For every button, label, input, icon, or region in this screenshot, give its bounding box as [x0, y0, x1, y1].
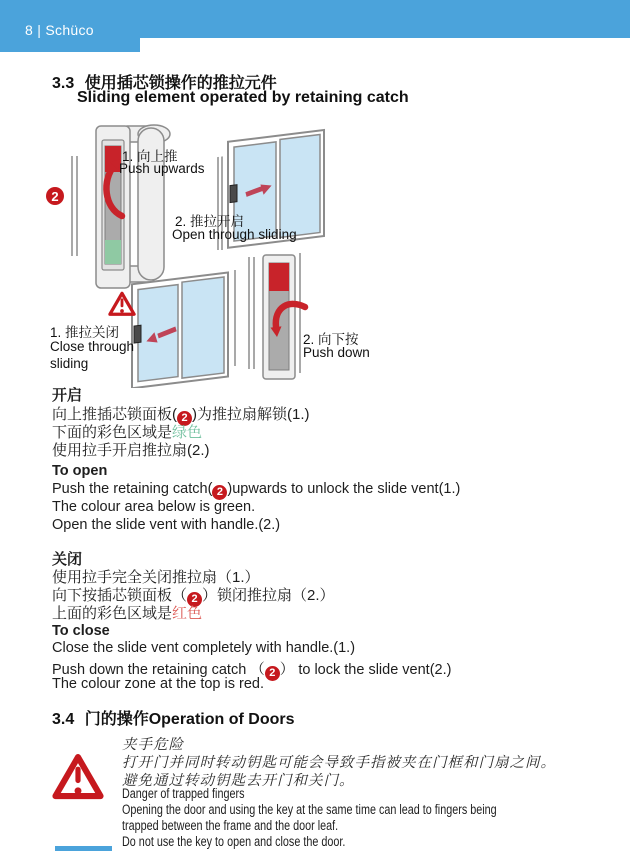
circled-2-icon: 2 [187, 592, 202, 607]
open-step1-label-en: Push upwards [119, 161, 205, 176]
door-handle [134, 325, 141, 343]
close-step2-label-en: Push down [303, 345, 370, 360]
text: 向下按插芯锁面板（ [52, 587, 188, 604]
section-33-title-en: Sliding element operated by retaining catch [77, 89, 409, 106]
section-33-number: 3.3 [52, 75, 75, 92]
red-word: 红色 [172, 605, 203, 622]
header-bar [0, 0, 630, 38]
text: Push down the retaining catch （ [52, 662, 265, 678]
close-en-heading: To close [52, 623, 110, 639]
page-brand-label: 8 | Schüco [25, 22, 94, 38]
section-34-title: 门的操作Operation of Doors [84, 711, 295, 728]
close-step1-label-en2: sliding [50, 356, 89, 371]
text: 下面的彩色区域是 [52, 424, 173, 441]
close-step1-label-zh: 1. 推拉关闭 [50, 325, 120, 340]
circled-2-icon: 2 [177, 411, 192, 426]
open-step2-label-en: Open through sliding [172, 227, 297, 242]
text: ） to lock the slide vent(2.) [279, 662, 452, 678]
fixed-pane [280, 134, 320, 237]
warning-triangle-icon [108, 291, 136, 317]
close-zh-line1: 使用拉手完全关闭推拉扇（1.） [52, 569, 260, 586]
warning-en-line2: Opening the door and using the key at the same time can lead to fingers being [122, 802, 497, 817]
warning-en-line3: trapped between the frame and the door leaf. [122, 818, 339, 833]
open-en-line2: The colour area below is green. [52, 499, 256, 515]
open-zh-heading: 开启 [52, 387, 83, 404]
warning-zh-line2: 打开门并同时转动钥匙可能会导致手指被夹在门框和门扇之间。 [122, 755, 556, 771]
warning-zh-line3: 避免通过转动钥匙去开门和关门。 [122, 773, 355, 789]
warning-zh-line1: 夹手危险 [122, 737, 184, 753]
warning-en-line1: Danger of trapped fingers [122, 786, 245, 801]
text: )upwards to unlock the slide vent(1.) [227, 481, 461, 497]
section-34-number: 3.4 [52, 711, 75, 728]
text: Push the retaining catch( [52, 481, 213, 497]
sliding-door-close-diagram [118, 248, 253, 388]
close-zh-heading: 关闭 [52, 551, 83, 568]
text: ）锁闭推拉扇（2.） [202, 587, 335, 604]
circled-2-icon: 2 [265, 666, 280, 681]
open-en-line1 [52, 481, 460, 500]
section-33-title-zh: 使用插芯锁操作的推拉元件 [84, 75, 277, 92]
header-tab [0, 38, 140, 52]
open-en-line3: Open the slide vent with handle.(2.) [52, 517, 281, 533]
open-zh-line3: 使用拉手开启推拉扇(2.) [52, 442, 210, 459]
catch-closeup-diagram [243, 251, 358, 383]
circled-2-icon: 2 [212, 485, 227, 500]
warning-triangle-icon [52, 752, 104, 802]
open-step1-label-zh: 1. 向上推 [122, 149, 178, 164]
close-en-line1: Close the slide vent completely with handle.(1.) [52, 640, 356, 656]
close-en-line3: The colour zone at the top is red. [52, 676, 264, 692]
red-zone [269, 263, 289, 291]
warning-en-line4: Do not use the key to open and close the door. [122, 834, 346, 849]
green-word: 绿色 [172, 424, 203, 441]
close-zh-line3 [52, 602, 202, 623]
sliding-pane [138, 285, 178, 382]
open-step2-label-zh: 2. 推拉开启 [175, 214, 245, 229]
open-en-heading: To open [52, 463, 108, 479]
fixed-pane [182, 277, 224, 378]
door-handle [230, 185, 237, 203]
bottom-blue-strip [55, 846, 112, 851]
text: )为推拉扇解锁(1.) [192, 406, 310, 423]
text: 上面的彩色区域是 [52, 605, 173, 622]
close-step2-label-zh: 2. 向下按 [303, 332, 359, 347]
section-34-heading [52, 706, 295, 729]
text: 向上推插芯锁面板( [52, 406, 177, 423]
close-step1-label-en1: Close through [50, 339, 135, 354]
circled-2-icon: 2 [46, 187, 64, 205]
